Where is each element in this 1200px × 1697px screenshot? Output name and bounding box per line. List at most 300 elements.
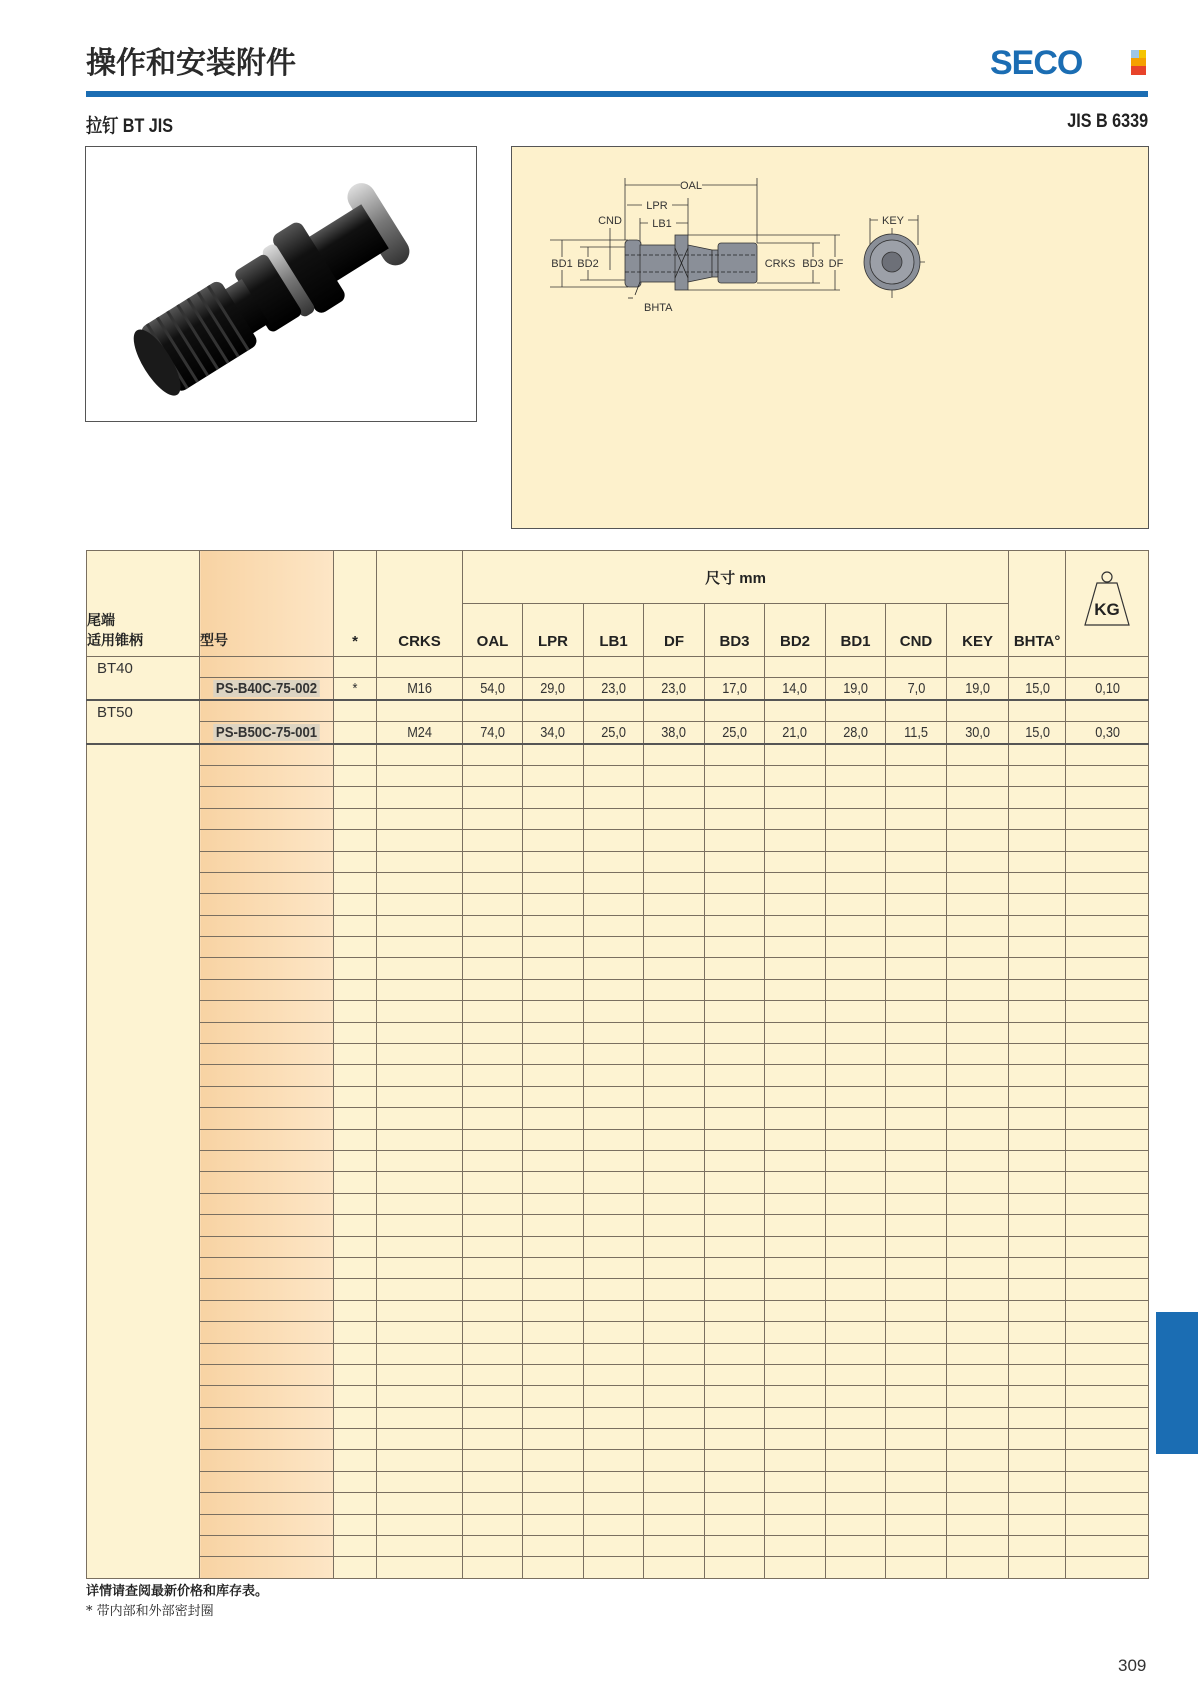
empty-cell [886, 1279, 947, 1300]
empty-cell [1066, 1429, 1149, 1450]
empty-row [87, 1407, 1149, 1428]
dim-cell-df [644, 722, 705, 744]
empty-cell [765, 1429, 826, 1450]
model-cell [200, 1322, 334, 1343]
model-cell [200, 787, 334, 808]
model-cell [200, 700, 334, 722]
empty-cell [765, 1065, 826, 1086]
empty-cell [1066, 1257, 1149, 1278]
empty-cell [826, 1108, 886, 1129]
empty-cell [377, 1429, 463, 1450]
empty-cell [644, 744, 705, 766]
empty-cell [463, 1429, 523, 1450]
col-header-star: * [334, 551, 377, 657]
empty-cell [765, 872, 826, 893]
empty-cell [377, 958, 463, 979]
dim-cell-lb1 [584, 722, 644, 744]
empty-cell [1009, 1343, 1066, 1364]
empty-cell [705, 1514, 765, 1535]
empty-cell [947, 937, 1009, 958]
product-photo [85, 146, 477, 422]
empty-cell [826, 851, 886, 872]
empty-row [87, 787, 1149, 808]
empty-cell [826, 958, 886, 979]
model-cell [200, 744, 334, 766]
empty-cell [765, 979, 826, 1000]
empty-cell [1066, 1386, 1149, 1407]
empty-cell [644, 1493, 705, 1514]
empty-cell [584, 1450, 644, 1471]
model-cell [200, 872, 334, 893]
empty-cell [1009, 851, 1066, 872]
empty-cell [377, 1150, 463, 1171]
label-key: KEY [881, 215, 905, 227]
empty-cell [1009, 915, 1066, 936]
empty-cell [705, 1386, 765, 1407]
empty-cell [1009, 700, 1066, 722]
empty-cell [584, 700, 644, 722]
empty-row [87, 1536, 1149, 1557]
col-header-df: DF [644, 604, 705, 657]
empty-cell [886, 894, 947, 915]
empty-cell [1066, 894, 1149, 915]
empty-cell [765, 1471, 826, 1492]
empty-cell [463, 830, 523, 851]
empty-cell [826, 937, 886, 958]
empty-row [87, 1257, 1149, 1278]
empty-cell [1066, 1493, 1149, 1514]
empty-cell [523, 1536, 584, 1557]
model-cell [200, 1001, 334, 1022]
empty-cell [705, 1108, 765, 1129]
empty-cell [1066, 1322, 1149, 1343]
empty-cell [1009, 1493, 1066, 1514]
empty-cell [705, 1364, 765, 1385]
empty-cell [705, 1022, 765, 1043]
empty-row [87, 1279, 1149, 1300]
col-header-bhta: BHTA° [1009, 551, 1066, 657]
empty-cell [886, 851, 947, 872]
col-header-shank: 尾端 适用锥柄 [87, 551, 200, 657]
empty-cell [947, 1300, 1009, 1321]
empty-cell [463, 787, 523, 808]
model-cell [200, 1343, 334, 1364]
empty-cell [886, 1364, 947, 1385]
empty-cell [584, 979, 644, 1000]
weight-label: KG [1094, 599, 1120, 619]
empty-cell [523, 979, 584, 1000]
empty-cell [705, 1493, 765, 1514]
empty-cell [1066, 872, 1149, 893]
empty-cell [826, 1193, 886, 1214]
empty-cell [584, 1514, 644, 1535]
empty-cell [377, 1514, 463, 1535]
empty-cell [523, 1022, 584, 1043]
empty-cell [1009, 1450, 1066, 1471]
empty-cell [826, 1300, 886, 1321]
dim-cell-cnd-value: 7,0 [907, 680, 925, 698]
group-header-row [87, 700, 1149, 722]
empty-cell [765, 1129, 826, 1150]
empty-cell [947, 1343, 1009, 1364]
empty-cell [1009, 1514, 1066, 1535]
model-cell [200, 1022, 334, 1043]
table-row[interactable] [87, 722, 1149, 744]
dim-cell-bd3 [705, 678, 765, 700]
empty-cell [463, 1001, 523, 1022]
star-cell [334, 722, 377, 744]
empty-cell [947, 700, 1009, 722]
empty-cell [1066, 1001, 1149, 1022]
empty-cell [584, 1407, 644, 1428]
empty-cell [644, 958, 705, 979]
model-cell [200, 1536, 334, 1557]
empty-cell [644, 1557, 705, 1578]
empty-cell [947, 1536, 1009, 1557]
empty-row [87, 872, 1149, 893]
empty-cell [334, 1514, 377, 1535]
empty-cell [463, 979, 523, 1000]
empty-cell [334, 1150, 377, 1171]
empty-cell [463, 657, 523, 678]
empty-cell [826, 1343, 886, 1364]
label-crks: CRKS [764, 258, 796, 270]
empty-cell [765, 1215, 826, 1236]
empty-cell [886, 1044, 947, 1065]
empty-cell [1009, 1108, 1066, 1129]
empty-cell [705, 765, 765, 786]
model-cell [200, 937, 334, 958]
empty-cell [334, 1300, 377, 1321]
empty-cell [377, 657, 463, 678]
empty-cell [377, 1279, 463, 1300]
empty-cell [334, 872, 377, 893]
empty-cell [886, 700, 947, 722]
col-header-lb1: LB1 [584, 604, 644, 657]
empty-cell [1066, 787, 1149, 808]
empty-cell [1009, 1557, 1066, 1578]
empty-cell [644, 700, 705, 722]
empty-row [87, 1557, 1149, 1578]
empty-cell [1009, 1193, 1066, 1214]
empty-cell [584, 1193, 644, 1214]
empty-cell [947, 1450, 1009, 1471]
empty-cell [584, 1493, 644, 1514]
label-df: DF [828, 258, 844, 270]
empty-cell [886, 744, 947, 766]
empty-cell [826, 657, 886, 678]
empty-cell [584, 1536, 644, 1557]
empty-cell [584, 1471, 644, 1492]
empty-cell [947, 1386, 1009, 1407]
empty-cell [644, 1450, 705, 1471]
empty-cell [705, 1429, 765, 1450]
empty-cell [947, 1514, 1009, 1535]
empty-cell [947, 1493, 1009, 1514]
empty-cell [826, 808, 886, 829]
bhta-cell [1009, 678, 1066, 700]
empty-cell [705, 787, 765, 808]
empty-cell [584, 765, 644, 786]
empty-cell [523, 787, 584, 808]
empty-cell [1066, 657, 1149, 678]
empty-row [87, 1086, 1149, 1107]
empty-cell [334, 700, 377, 722]
empty-cell [334, 1236, 377, 1257]
empty-cell [463, 1257, 523, 1278]
bhta-cell-value: 15,0 [1024, 723, 1050, 741]
empty-cell [463, 1022, 523, 1043]
empty-cell [1009, 894, 1066, 915]
empty-row [87, 915, 1149, 936]
empty-cell [886, 765, 947, 786]
empty-row [87, 1108, 1149, 1129]
bhta-cell-value: 15,0 [1024, 680, 1050, 698]
empty-row [87, 894, 1149, 915]
empty-cell [947, 787, 1009, 808]
empty-cell [584, 1386, 644, 1407]
empty-cell [765, 1150, 826, 1171]
empty-cell [523, 1129, 584, 1150]
empty-cell [334, 851, 377, 872]
empty-row [87, 1450, 1149, 1471]
empty-cell [765, 1450, 826, 1471]
empty-cell [765, 1172, 826, 1193]
dim-cell-oal-value: 74,0 [480, 723, 505, 741]
empty-cell [584, 1215, 644, 1236]
empty-cell [1066, 808, 1149, 829]
empty-cell [644, 1108, 705, 1129]
empty-cell [377, 1493, 463, 1514]
empty-cell [705, 1450, 765, 1471]
empty-cell [826, 1044, 886, 1065]
empty-cell [765, 657, 826, 678]
empty-cell [705, 1471, 765, 1492]
empty-row [87, 1471, 1149, 1492]
dim-cell-bd3-value: 25,0 [722, 723, 747, 741]
empty-cell [523, 1386, 584, 1407]
empty-cell [523, 1086, 584, 1107]
empty-cell [1066, 937, 1149, 958]
empty-row [87, 1129, 1149, 1150]
dim-cell-cnd-value: 11,5 [904, 723, 928, 741]
model-cell [200, 1044, 334, 1065]
dim-cell-lb1 [584, 678, 644, 700]
empty-cell [947, 1429, 1009, 1450]
empty-cell [705, 851, 765, 872]
model-cell-value[interactable]: PS-B50C-75-001 [213, 724, 320, 741]
empty-cell [377, 787, 463, 808]
empty-cell [377, 1022, 463, 1043]
empty-cell [705, 830, 765, 851]
empty-cell [765, 1557, 826, 1578]
empty-cell [947, 1129, 1009, 1150]
empty-cell [886, 1022, 947, 1043]
empty-cell [1009, 657, 1066, 678]
empty-cell [523, 1257, 584, 1278]
col-header-key: KEY [947, 604, 1009, 657]
empty-cell [765, 830, 826, 851]
empty-cell [644, 808, 705, 829]
empty-cell [644, 1300, 705, 1321]
empty-cell [1066, 1022, 1149, 1043]
empty-cell [947, 894, 1009, 915]
empty-cell [826, 1172, 886, 1193]
col-header-bd1: BD1 [826, 604, 886, 657]
empty-cell [523, 1322, 584, 1343]
empty-cell [1009, 744, 1066, 766]
empty-cell [644, 1150, 705, 1171]
empty-row [87, 1236, 1149, 1257]
empty-cell [377, 1215, 463, 1236]
dim-cell-key [947, 678, 1009, 700]
model-cell-value[interactable]: PS-B40C-75-002 [213, 680, 320, 697]
empty-cell [947, 1193, 1009, 1214]
empty-cell [705, 1407, 765, 1428]
empty-cell [463, 1279, 523, 1300]
empty-cell [1009, 1429, 1066, 1450]
empty-cell [377, 1471, 463, 1492]
empty-cell [463, 1108, 523, 1129]
empty-cell [644, 894, 705, 915]
empty-cell [523, 1407, 584, 1428]
empty-cell [1009, 1279, 1066, 1300]
model-cell [200, 1279, 334, 1300]
star-cell [334, 678, 377, 700]
model-cell [200, 1065, 334, 1086]
empty-cell [886, 1172, 947, 1193]
empty-cell [705, 744, 765, 766]
section-tab [1156, 1312, 1198, 1454]
dim-cell-cnd [886, 722, 947, 744]
empty-cell [886, 1257, 947, 1278]
empty-cell [1066, 958, 1149, 979]
model-cell [200, 1386, 334, 1407]
empty-cell [334, 1086, 377, 1107]
empty-cell [826, 1493, 886, 1514]
empty-cell [584, 1022, 644, 1043]
empty-cell [765, 1279, 826, 1300]
empty-cell [377, 1386, 463, 1407]
label-lpr: LPR [646, 200, 668, 212]
empty-cell [705, 1001, 765, 1022]
empty-cell [1066, 1557, 1149, 1578]
table-row[interactable] [87, 678, 1149, 700]
empty-cell [334, 937, 377, 958]
empty-cell [886, 1557, 947, 1578]
empty-cell [523, 1001, 584, 1022]
empty-cell [523, 894, 584, 915]
empty-cell [584, 872, 644, 893]
empty-cell [377, 1108, 463, 1129]
empty-cell [947, 979, 1009, 1000]
empty-cell [523, 1300, 584, 1321]
col-header-lpr: LPR [523, 604, 584, 657]
empty-cell [886, 1493, 947, 1514]
empty-cell [947, 1086, 1009, 1107]
empty-cell [334, 830, 377, 851]
empty-cell [1066, 1407, 1149, 1428]
footnote-prices: 详情请查阅最新价格和库存表。 [86, 1584, 269, 1599]
empty-cell [463, 1343, 523, 1364]
weight-cell-value: 0,10 [1094, 680, 1120, 698]
empty-cell [1066, 1236, 1149, 1257]
empty-cell [463, 851, 523, 872]
empty-cell [826, 1364, 886, 1385]
empty-cell [463, 744, 523, 766]
empty-cell [377, 1407, 463, 1428]
empty-cell [644, 765, 705, 786]
empty-cell [765, 1364, 826, 1385]
empty-cell [705, 1215, 765, 1236]
empty-cell [523, 830, 584, 851]
empty-cell [644, 1343, 705, 1364]
empty-cell [765, 1193, 826, 1214]
empty-cell [463, 1386, 523, 1407]
empty-cell [523, 1279, 584, 1300]
empty-cell [334, 1471, 377, 1492]
empty-cell [334, 1129, 377, 1150]
empty-cell [1009, 1065, 1066, 1086]
empty-cell [377, 1300, 463, 1321]
empty-cell [377, 1364, 463, 1385]
empty-cell [463, 1536, 523, 1557]
model-cell [200, 1129, 334, 1150]
empty-cell [705, 1257, 765, 1278]
empty-row [87, 1001, 1149, 1022]
empty-cell [765, 915, 826, 936]
empty-cell [705, 1193, 765, 1214]
empty-cell [826, 1236, 886, 1257]
group-header-row [87, 657, 1149, 678]
page-title: 操作和安装附件 [86, 46, 296, 81]
label-oal: OAL [679, 180, 703, 192]
model-cell [200, 1493, 334, 1514]
empty-cell [523, 1429, 584, 1450]
model-cell [200, 808, 334, 829]
empty-cell [826, 1257, 886, 1278]
label-lb1: LB1 [652, 218, 672, 230]
empty-cell [523, 937, 584, 958]
empty-row [87, 937, 1149, 958]
empty-cell [826, 1129, 886, 1150]
label-bd1: BD1 [551, 258, 573, 270]
empty-cell [1066, 1514, 1149, 1535]
empty-cell [463, 915, 523, 936]
empty-cell [765, 937, 826, 958]
empty-cell [523, 1044, 584, 1065]
empty-cell [463, 1086, 523, 1107]
empty-cell [1066, 1536, 1149, 1557]
empty-cell [377, 915, 463, 936]
empty-cell [523, 1150, 584, 1171]
empty-cell [463, 808, 523, 829]
empty-cell [947, 915, 1009, 936]
empty-cell [644, 1236, 705, 1257]
empty-cell [584, 657, 644, 678]
empty-cell [523, 915, 584, 936]
star-cell-value: * [352, 680, 358, 698]
dim-cell-lpr [523, 722, 584, 744]
empty-cell [947, 1407, 1009, 1428]
empty-cell [1009, 1536, 1066, 1557]
empty-cell [765, 1236, 826, 1257]
weight-cell-value: 0,30 [1094, 723, 1120, 741]
empty-cell [1009, 1086, 1066, 1107]
empty-cell [463, 1065, 523, 1086]
empty-cell [705, 1086, 765, 1107]
pull-stud-image [86, 147, 476, 421]
